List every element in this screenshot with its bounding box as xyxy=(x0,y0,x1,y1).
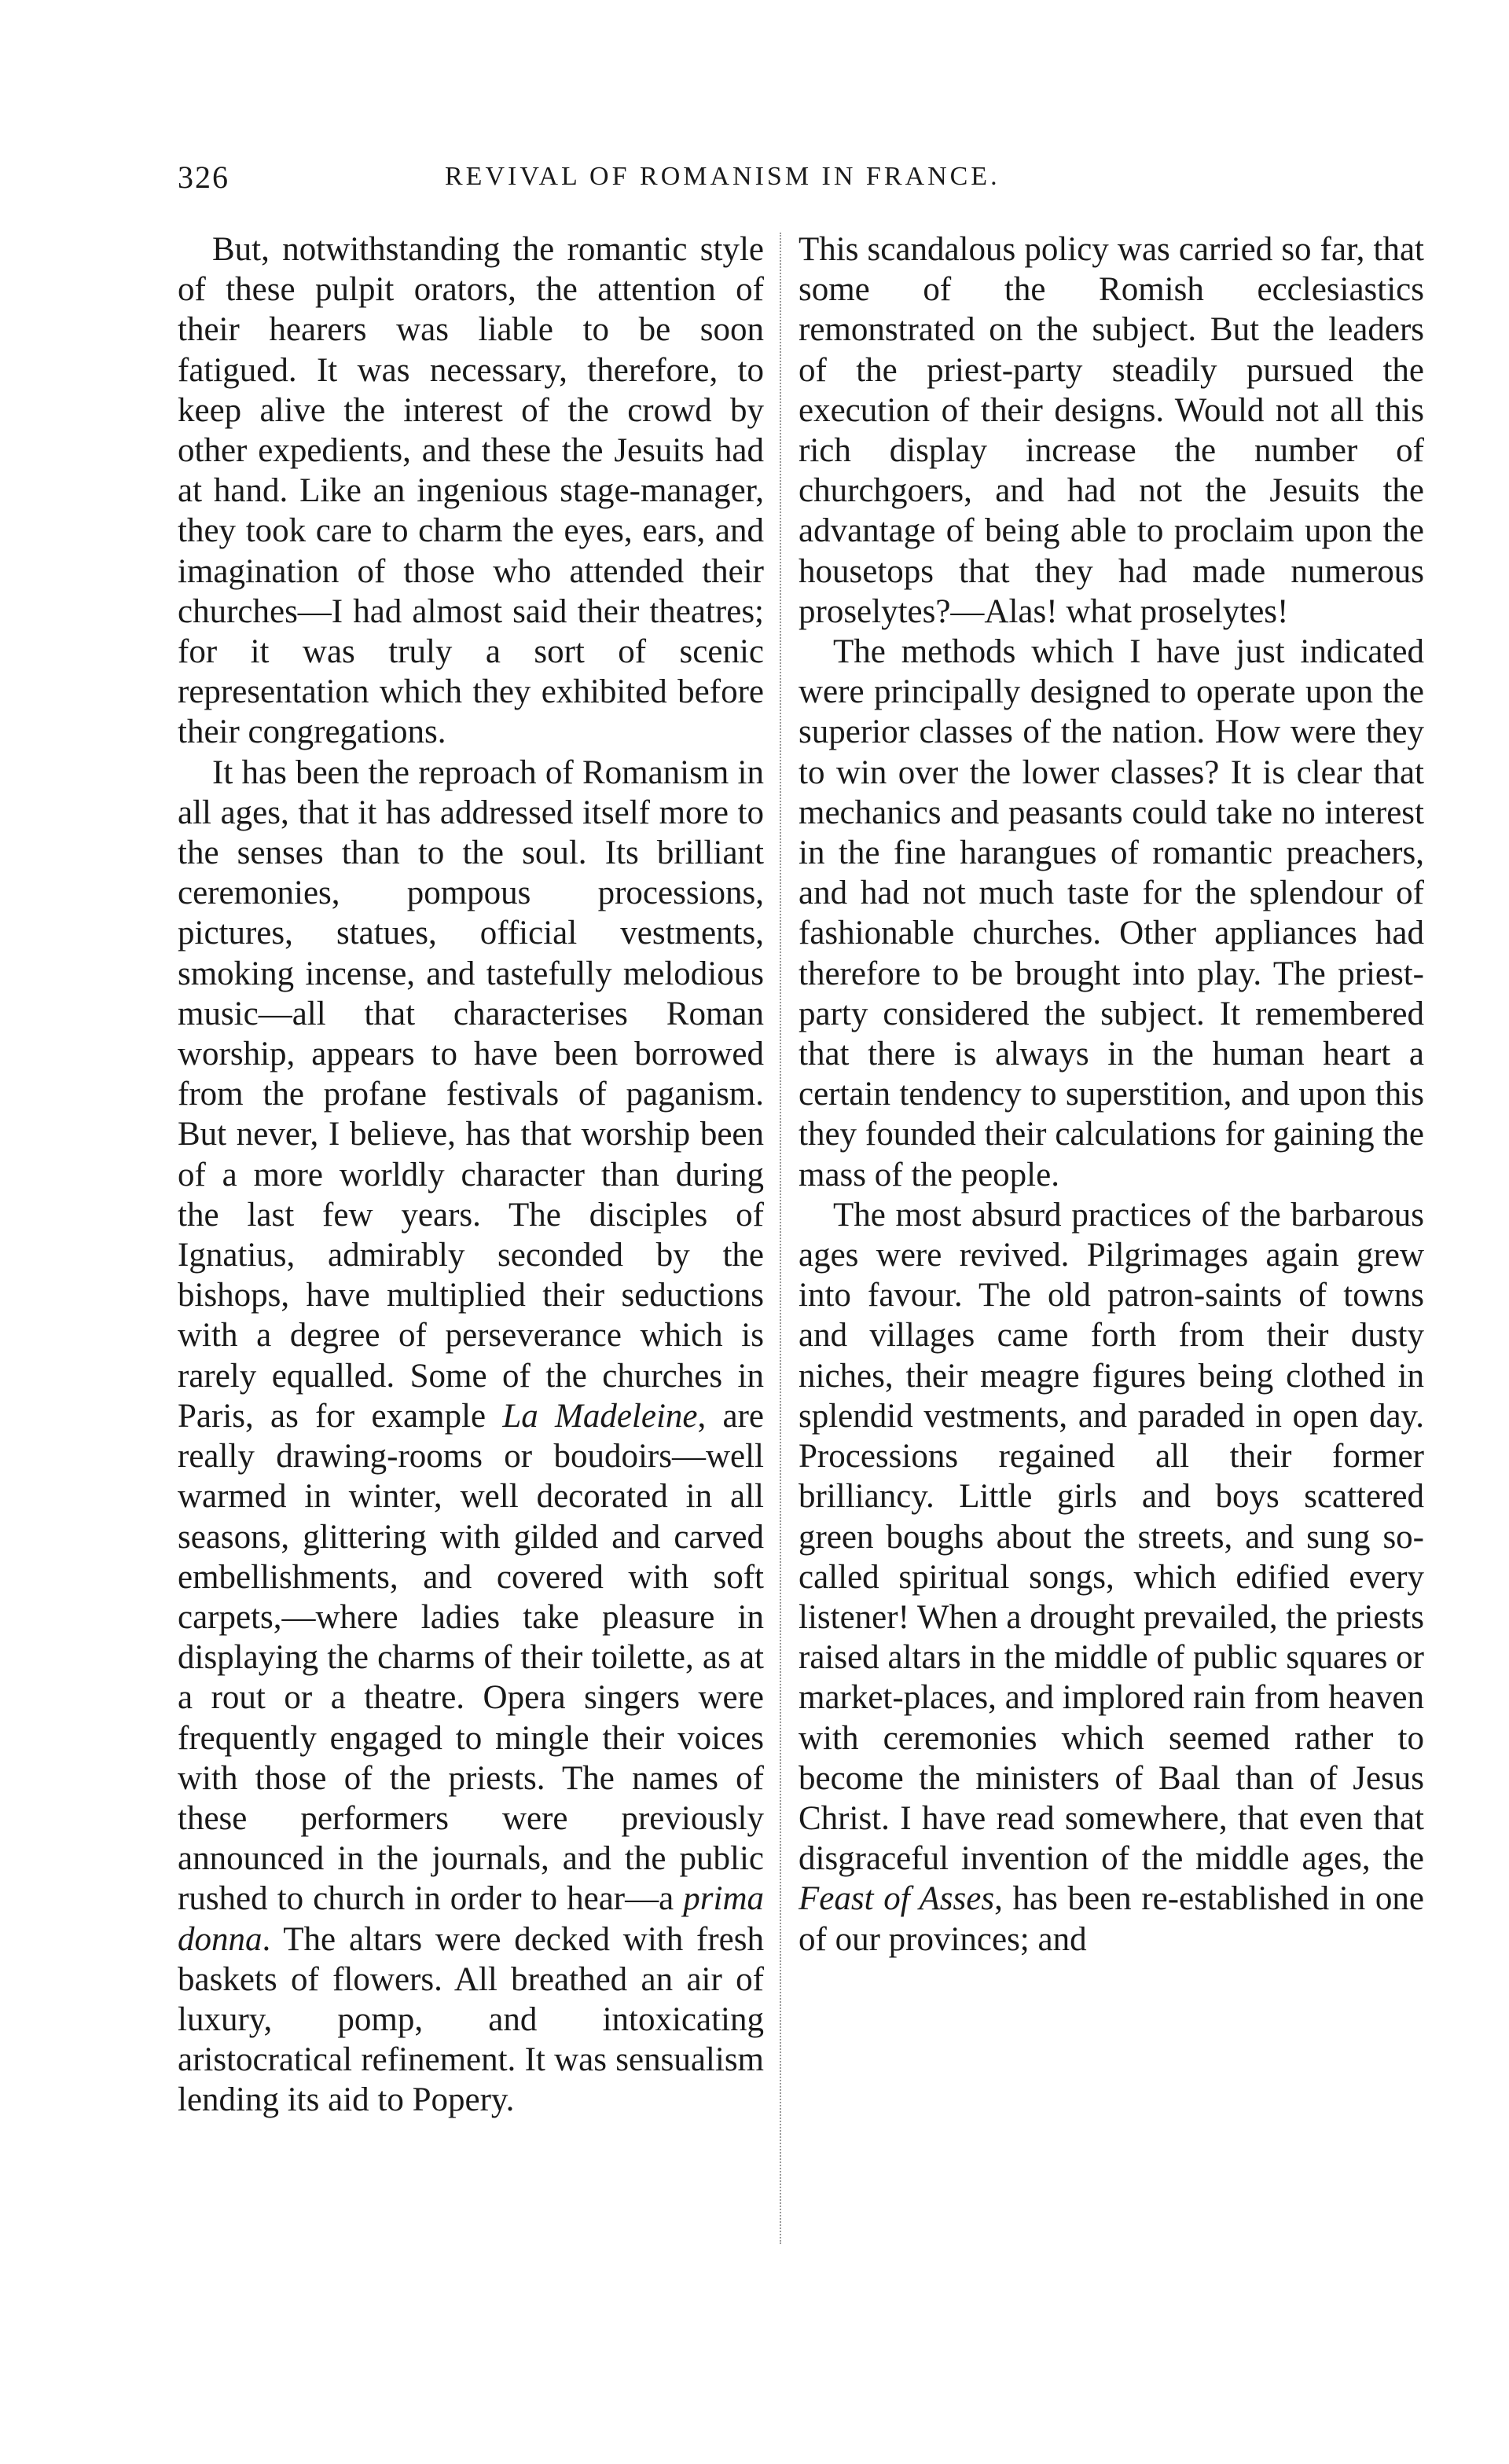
left-column xyxy=(178,229,764,2121)
italic-prima-donna: prima donna xyxy=(178,1880,764,1958)
page-number: 326 xyxy=(178,160,229,195)
right-paragraph-1: This scandalous policy was carried so far, that some of the Romish ecclesiastics remonstrated on the subject. But the leaders of the priest-party steadily pursued the execution of their designs. Would not all this rich display increase the number of churchgoers, and had not the Jesuits the advantage of being able to proclaim upon the housetops that they had made numerous proselytes?—Alas! what proselytes! xyxy=(799,231,1424,630)
running-head xyxy=(178,159,1432,203)
right-paragraph-2: The methods which I have just indicated were principally designed to operate upon the superior classes of the nation. How were they to win over the lower classes? It is clear that mechanics and peasants could take no interest in the fine harangues of romantic preachers, and had not much taste for the splendour of fashionable churches. Other appliances had therefore to be brought into play. The priest-party considered the subject. It remembered that there is always in the human heart a certain tendency to superstition, and upon this they founded their calculations for gaining the mass of the people. xyxy=(799,633,1424,1194)
right-paragraph-3 xyxy=(799,1195,1424,1960)
right-column xyxy=(799,229,1424,1960)
right-paragraph-3-text-a: The most absurd practices of the barbarous ages were revived. Pilgrimages again grew into favour. The old patron-saints of towns and villages came forth from their dusty niches, their meagre figures being clothed in splendid vestments, and paraded in open day. Processions regained all their former brilliancy. Little girls and boys scattered green boughs about the streets, and sung so-called spiritual songs, which edified every listener! When a drought prevailed, the priests raised altars in the middle of public squares or market-places, and implored rain from heaven with ceremonies which seemed rather to become the ministers of Baal than of Jesus Christ. I have read somewhere, that even that disgraceful invention of the middle ages, the xyxy=(799,1196,1424,1878)
italic-feast-of-asses: Feast of Asses xyxy=(799,1880,995,1918)
running-title: REVIVAL OF ROMANISM IN FRANCE. xyxy=(445,162,1000,191)
left-paragraph-2 xyxy=(178,753,764,2121)
column-divider xyxy=(780,233,781,2244)
left-paragraph-2-text-b: , are really drawing-rooms or boudoirs—well warmed in winter, well decorated in all seasons, glittering with gilded and carved embellishments, and covered with soft carpets,—where ladies take pleasure in displaying the charms of their toilette, as at a rout or a theatre. Opera singers were frequently engaged to mingle their voices with those of the priests. The names of these performers were previously announced in the journals, and the public rushed to church in order to hear—a xyxy=(178,1397,764,1918)
left-paragraph-2-text-c: . The altars were decked with fresh baskets of flowers. All breathed an air of luxury, pomp, and intoxicating aristocratical refinement. It was sensualism lending its aid to Popery. xyxy=(178,1920,764,2119)
right-paragraph-3-text-b: , has been re-established in one of our provinces; and xyxy=(799,1880,1424,1958)
left-paragraph-2-text-a: It has been the reproach of Romanism in all ages, that it has addressed itself more to the senses than to the soul. Its brilliant ceremonies, pompous processions, pictures, statues, official vestments, smoking incense, and tastefully melodious music—all that characterises Roman worship, appears to have been borrowed from the profane festivals of paganism. But never, I believe, has that worship been of a more worldly character than during the last few years. The disciples of Ignatius, admirably seconded by the bishops, have multiplied their seductions with a degree of perseverance which is rarely equalled. Some of the churches in Paris, as for example xyxy=(178,754,764,1435)
italic-la-madeleine: La Madeleine xyxy=(502,1397,698,1435)
left-paragraph-1: But, notwithstanding the romantic style of these pulpit orators, the attention of their hearers was liable to be soon fatigued. It was necessary, therefore, to keep alive the interest of the crowd by other expedients, and these the Jesuits had at hand. Like an ingenious stage-manager, they took care to charm the eyes, ears, and imagination of those who attended their churches—I had almost said their theatres; for it was truly a sort of scenic representation which they exhibited before their congregations. xyxy=(178,231,764,751)
